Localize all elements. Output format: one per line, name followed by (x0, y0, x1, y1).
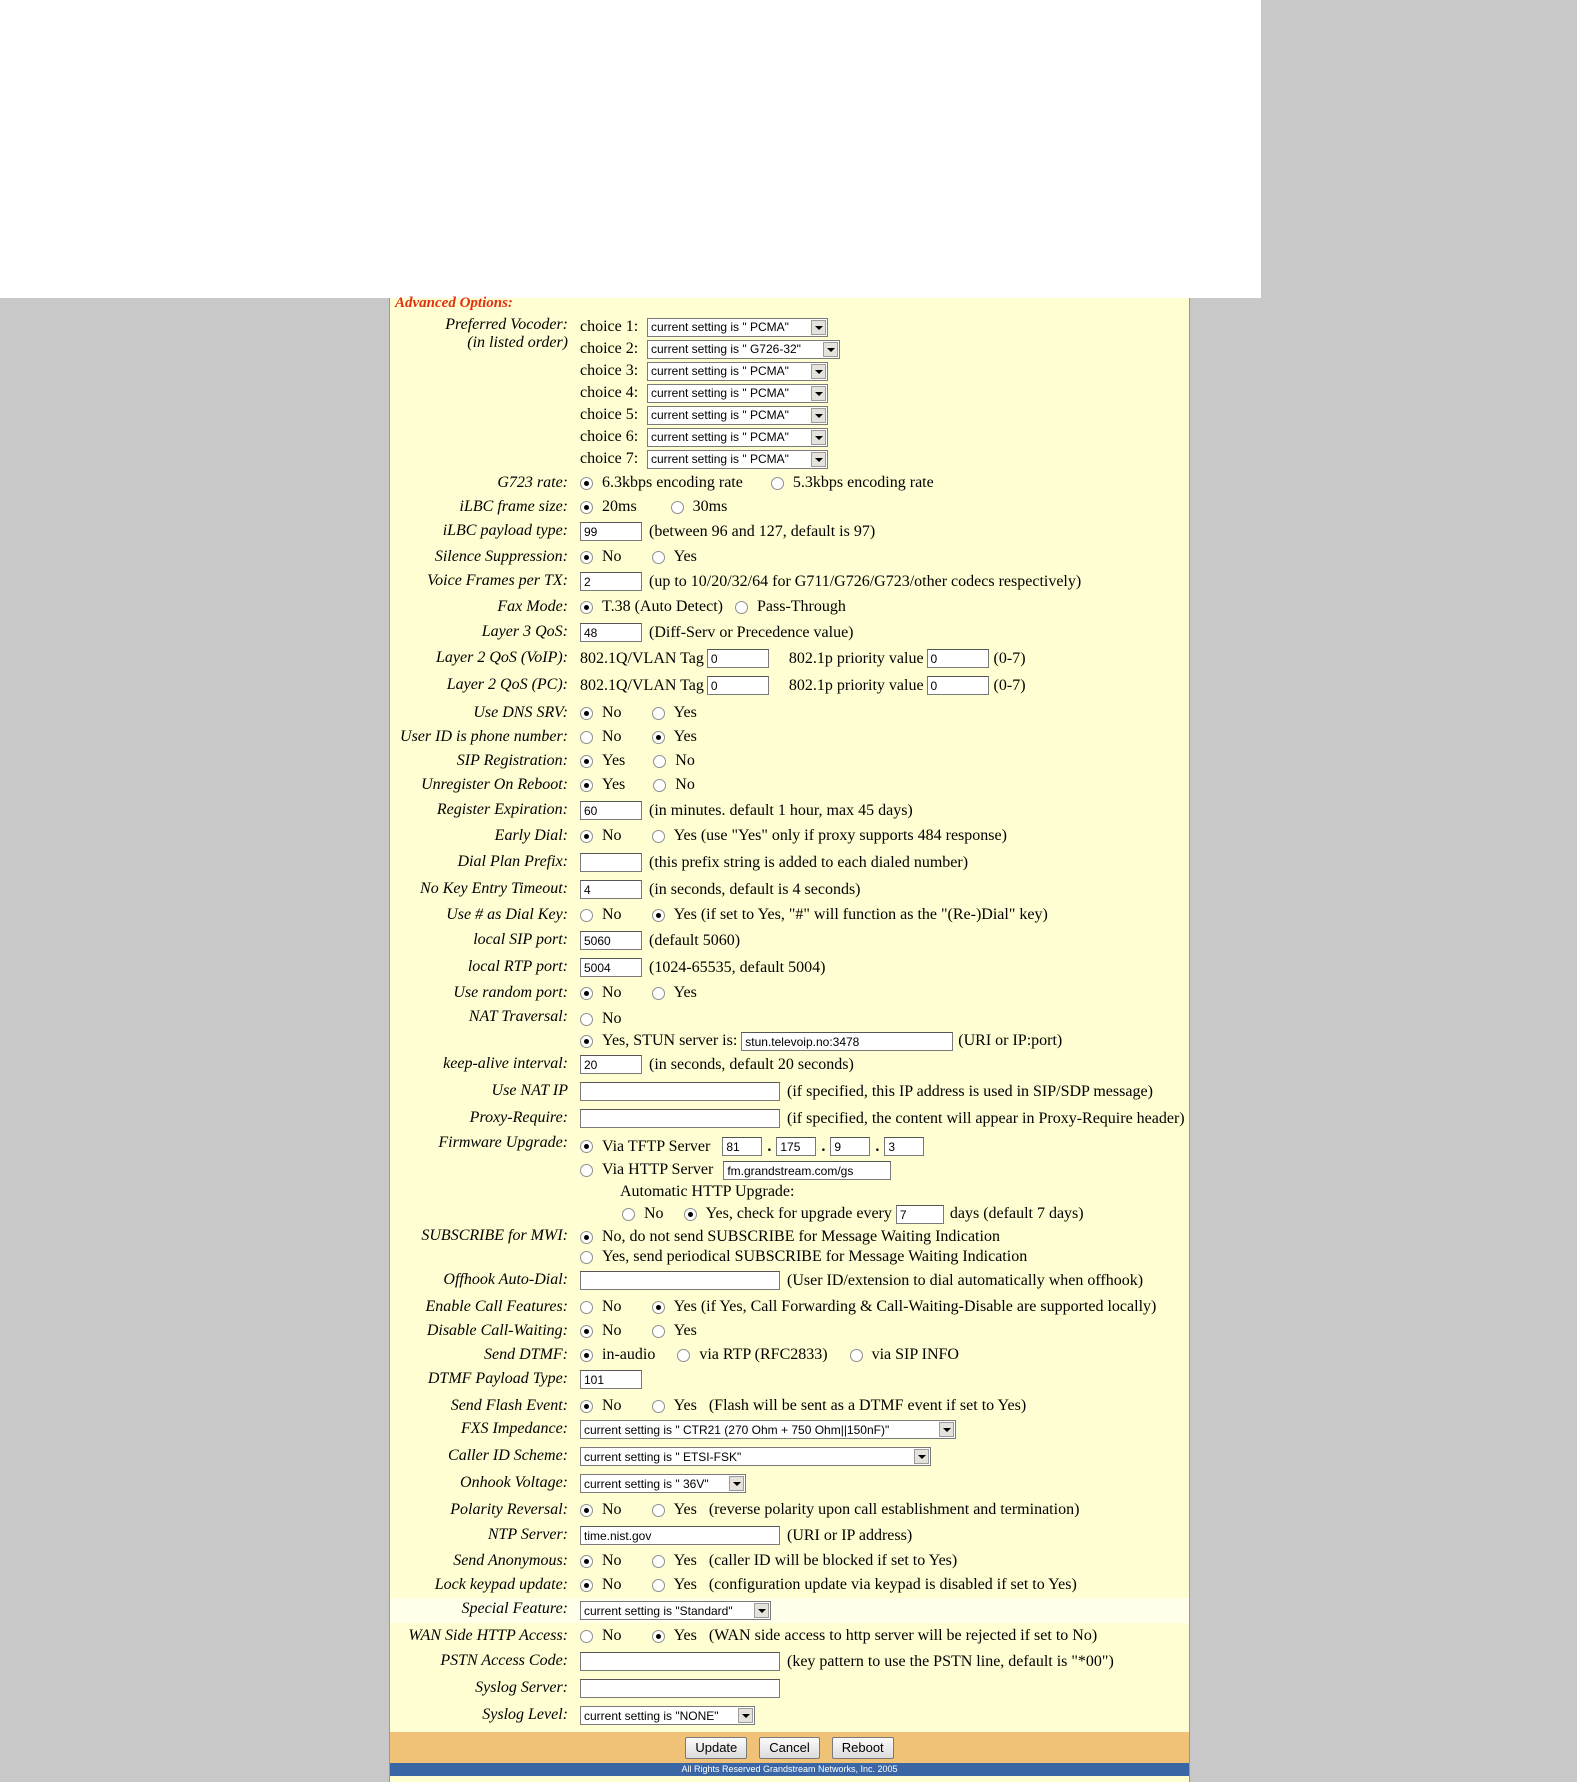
keepalive-label: keep-alive interval: (443, 1055, 568, 1072)
dropdown-arrow-icon (738, 1708, 753, 1723)
radio-icon (652, 1579, 665, 1592)
polarity-label: Polarity Reversal: (450, 1501, 568, 1518)
g723-options (580, 474, 960, 492)
syslog-level-value (580, 1706, 755, 1725)
auto-upgrade-label-line: Automatic HTTP Upgrade: (620, 1183, 795, 1200)
fxs-impedance-select[interactable]: current setting is " CTR21 (270 Ohm + 750 Ohm||150nF)" (580, 1420, 956, 1439)
proxy-require-label: Proxy-Require: (469, 1109, 568, 1126)
section-title: Advanced Options: (395, 295, 513, 311)
send-dtmf-label: Send DTMF: (484, 1346, 568, 1363)
anonymous-yes[interactable]: Yes (652, 1552, 697, 1570)
no-key-timeout-value: 4 (in seconds, default is 4 seconds) (580, 880, 861, 899)
wan-http-yes[interactable]: Yes (652, 1627, 697, 1645)
firmware-tftp-line: Via TFTP Server 81 . 175 . 9 . 3 (580, 1134, 929, 1159)
flash-no[interactable]: No (580, 1397, 622, 1415)
g723-option-63[interactable]: 6.3kbps encoding rate (580, 474, 743, 492)
radio-selected-icon (580, 1325, 593, 1338)
vocoder-select-1[interactable]: current setting is " PCMA" (647, 318, 828, 337)
special-feature-label: Special Feature: (461, 1600, 568, 1617)
radio-icon (580, 1164, 593, 1177)
call-features-no[interactable]: No (580, 1298, 622, 1316)
dropdown-arrow-icon (811, 364, 826, 379)
special-feature-select[interactable]: current setting is "Standard" (580, 1601, 771, 1620)
call-features-options (580, 1298, 1182, 1316)
vocoder-choice-2: choice 2: current setting is " G726-32" (580, 338, 840, 360)
pstn-code-label: PSTN Access Code: (440, 1652, 568, 1669)
unregister-reboot-no[interactable]: No (653, 776, 695, 794)
onhook-voltage-value (580, 1474, 746, 1493)
vocoder-choice-1: choice 1: current setting is " PCMA" (580, 316, 828, 338)
call-waiting-options (580, 1322, 723, 1340)
silence-no[interactable]: No (580, 548, 622, 566)
sip-port-input[interactable]: 5060 (580, 931, 642, 950)
radio-selected-icon (580, 601, 593, 614)
rtp-port-label: local RTP port: (467, 958, 568, 975)
proxy-require-value: (if specified, the content will appear in Proxy-Require header) (580, 1109, 1185, 1128)
wan-http-label: WAN Side HTTP Access: (408, 1627, 568, 1644)
radio-icon (580, 1301, 593, 1314)
radio-icon (580, 1251, 593, 1264)
random-port-label: Use random port: (453, 984, 568, 1001)
radio-selected-icon (580, 707, 593, 720)
call-features-yes[interactable]: Yes (if Yes, Call Forwarding & Call-Waiting-Disable are supported locally) (652, 1298, 1157, 1316)
pstn-code-input[interactable] (580, 1652, 780, 1671)
mwi-options (580, 1227, 1053, 1267)
radio-selected-icon (580, 1140, 593, 1153)
qos3-value: 48 (Diff-Serv or Precedence value) (580, 623, 854, 642)
radio-selected-icon (580, 501, 593, 514)
radio-selected-icon (580, 830, 593, 843)
call-features-label: Enable Call Features: (425, 1298, 568, 1315)
ntp-label: NTP Server: (487, 1526, 568, 1543)
send-anonymous-options: No Yes (caller ID will be blocked if set to Yes) (580, 1552, 957, 1570)
random-port-no[interactable]: No (580, 984, 622, 1002)
send-dtmf-options (580, 1346, 985, 1364)
voice-frames-input[interactable]: 2 (580, 572, 642, 591)
qos2-voip-value: 802.1Q/VLAN Tag 0 802.1p priority value 0 (0-7) (580, 649, 1026, 667)
nat-stun-yes[interactable]: Yes, STUN server is: (580, 1032, 737, 1050)
ilbc-payload-value: 99 (between 96 and 127, default is 97) (580, 522, 875, 541)
ntp-input[interactable]: time.nist.gov (580, 1526, 780, 1545)
unregister-reboot-options (580, 776, 721, 794)
dropdown-arrow-icon (811, 386, 826, 401)
radio-selected-icon (580, 551, 593, 564)
syslog-level-label: Syslog Level: (482, 1706, 568, 1723)
rtp-port-value: 5004 (1024-65535, default 5004) (580, 958, 825, 977)
g723-label: G723 rate: (497, 474, 568, 491)
syslog-server-label: Syslog Server: (475, 1679, 568, 1696)
keepalive-input[interactable]: 20 (580, 1055, 642, 1074)
caller-id-select[interactable]: current setting is " ETSI-FSK" (580, 1447, 931, 1466)
ilbc-payload-input[interactable]: 99 (580, 522, 642, 541)
nat-ip-value: (if specified, this IP address is used in SIP/SDP message) (580, 1082, 1153, 1101)
row-special-feature (390, 1598, 1189, 1623)
call-waiting-no[interactable]: No (580, 1322, 622, 1340)
radio-selected-icon (580, 477, 593, 490)
radio-icon (652, 1504, 665, 1517)
vocoder-choices (580, 316, 840, 470)
qos2-voip-priority-input[interactable]: 0 (927, 649, 989, 668)
qos2-pc-priority-input[interactable]: 0 (927, 676, 989, 695)
mwi-yes[interactable]: Yes, send periodical SUBSCRIBE for Message Waiting Indication (580, 1248, 1027, 1266)
qos2-pc-value: 802.1Q/VLAN Tag 0 802.1p priority value 0 (0-7) (580, 676, 1026, 694)
qos2-voip-label: Layer 2 QoS (VoIP): (436, 649, 568, 666)
flash-event-label: Send Flash Event: (450, 1397, 568, 1414)
radio-icon (652, 1400, 665, 1413)
radio-icon (652, 707, 665, 720)
sip-port-value: 5060 (default 5060) (580, 931, 740, 950)
no-key-timeout-input[interactable]: 4 (580, 880, 642, 899)
qos3-label: Layer 3 QoS: (481, 623, 568, 640)
caller-id-label: Caller ID Scheme: (448, 1447, 568, 1464)
nat-no-line (580, 1008, 648, 1030)
vocoder-choice-7: choice 7: current setting is " PCMA" (580, 448, 828, 470)
dtmf-in-audio[interactable]: in-audio (580, 1346, 655, 1364)
dropdown-arrow-icon (729, 1476, 744, 1491)
voice-frames-label: Voice Frames per TX: (427, 572, 568, 589)
call-waiting-label: Disable Call-Waiting: (426, 1322, 568, 1339)
random-port-options (580, 984, 723, 1002)
radio-selected-icon (580, 1555, 593, 1568)
mwi-yes-line (580, 1247, 1053, 1267)
radio-selected-icon (580, 755, 593, 768)
firmware-options (580, 1134, 1084, 1225)
tftp-ip-octet-2[interactable]: 175 (776, 1137, 816, 1156)
userid-phone-options (580, 728, 723, 746)
onhook-voltage-select[interactable]: current setting is " 36V" (580, 1474, 746, 1493)
radio-icon (652, 830, 665, 843)
onhook-voltage-label: Onhook Voltage: (460, 1474, 568, 1491)
polarity-options: No Yes (reverse polarity upon call establishment and termination) (580, 1501, 1079, 1519)
dropdown-arrow-icon (823, 342, 838, 357)
dns-srv-label: Use DNS SRV: (473, 704, 568, 721)
nat-ip-label: Use NAT IP (491, 1082, 568, 1099)
qos2-pc-label: Layer 2 QoS (PC): (446, 676, 568, 693)
vocoder-choice-3: choice 3: current setting is " PCMA" (580, 360, 828, 382)
hash-dial-options (580, 906, 1074, 924)
offhook-input[interactable] (580, 1271, 780, 1290)
radio-selected-icon (652, 731, 665, 744)
qos2-pc-tag-input[interactable]: 0 (707, 676, 769, 695)
radio-icon (735, 601, 748, 614)
radio-icon (671, 501, 684, 514)
vocoder-label: Preferred Vocoder: (in listed order) (445, 316, 568, 351)
dropdown-arrow-icon (811, 408, 826, 423)
hash-dial-no[interactable]: No (580, 906, 622, 924)
radio-icon (652, 551, 665, 564)
radio-icon (580, 1013, 593, 1026)
dns-srv-yes[interactable]: Yes (652, 704, 697, 722)
lock-keypad-yes[interactable]: Yes (652, 1576, 697, 1594)
radio-icon (580, 731, 593, 744)
radio-icon (653, 755, 666, 768)
auto-upgrade-yes[interactable]: Yes, check for upgrade every (684, 1205, 892, 1223)
unregister-reboot-label: Unregister On Reboot: (421, 776, 568, 793)
auto-upgrade-options: No Yes, check for upgrade every 7 days (default 7 days) (580, 1203, 1084, 1225)
sip-registration-options (580, 752, 721, 770)
polarity-yes[interactable]: Yes (652, 1501, 697, 1519)
early-dial-label: Early Dial: (494, 827, 568, 844)
nat-traversal-label: NAT Traversal: (468, 1008, 568, 1025)
special-feature-value (580, 1601, 771, 1620)
fax-label: Fax Mode: (497, 598, 568, 615)
radio-icon (580, 909, 593, 922)
proxy-require-input[interactable] (580, 1109, 780, 1128)
sip-registration-no[interactable]: No (653, 752, 695, 770)
rtp-port-input[interactable]: 5004 (580, 958, 642, 977)
sip-registration-label: SIP Registration: (456, 752, 568, 769)
dropdown-arrow-icon (939, 1422, 954, 1437)
syslog-server-input[interactable] (580, 1679, 780, 1698)
userid-phone-no[interactable]: No (580, 728, 622, 746)
vocoder-choice-4: choice 4: current setting is " PCMA" (580, 382, 828, 404)
fax-t38[interactable]: T.38 (Auto Detect) (580, 598, 723, 616)
ilbc-frame-label: iLBC frame size: (459, 498, 568, 515)
copyright-footer: All Rights Reserved Grandstream Networks, Inc. 2005 (390, 1763, 1189, 1776)
send-anonymous-label: Send Anonymous: (453, 1552, 568, 1569)
no-key-timeout-label: No Key Entry Timeout: (420, 880, 568, 897)
radio-selected-icon (652, 1301, 665, 1314)
auto-upgrade-no[interactable]: No (622, 1205, 664, 1223)
syslog-level-select[interactable]: current setting is "NONE" (580, 1706, 755, 1725)
lock-keypad-options: No Yes (configuration update via keypad is disabled if set to Yes) (580, 1576, 1077, 1594)
vocoder-choice-5: choice 5: current setting is " PCMA" (580, 404, 828, 426)
random-port-yes[interactable]: Yes (652, 984, 697, 1002)
dns-srv-no[interactable]: No (580, 704, 622, 722)
dial-prefix-value: (this prefix string is added to each dialed number) (580, 853, 968, 872)
register-expiration-input[interactable]: 60 (580, 801, 642, 820)
vocoder-choice-6: choice 6: current setting is " PCMA" (580, 426, 828, 448)
silence-options (580, 548, 723, 566)
sip-port-label: local SIP port: (473, 931, 568, 948)
hash-dial-label: Use # as Dial Key: (446, 906, 568, 923)
button-bar (390, 1732, 1189, 1763)
radio-selected-icon (580, 1349, 593, 1362)
radio-icon (653, 779, 666, 792)
mwi-no-line (580, 1227, 1026, 1247)
tftp-ip-octet-3[interactable]: 9 (830, 1137, 870, 1156)
voice-frames-value: 2 (up to 10/20/32/64 for G711/G726/G723/other codecs respectively) (580, 572, 1081, 591)
radio-icon (677, 1349, 690, 1362)
qos3-input[interactable]: 48 (580, 623, 642, 642)
offhook-value: (User ID/extension to dial automatically when offhook) (580, 1271, 1143, 1290)
radio-icon (652, 1325, 665, 1338)
firmware-http[interactable]: Via HTTP Server (580, 1161, 713, 1179)
ilbc-frame-20ms[interactable]: 20ms (580, 498, 637, 516)
call-waiting-yes[interactable]: Yes (652, 1322, 697, 1340)
userid-phone-yes[interactable]: Yes (652, 728, 697, 746)
radio-selected-icon (580, 987, 593, 1000)
update-button[interactable]: Update (685, 1737, 747, 1759)
early-dial-no[interactable]: No (580, 827, 622, 845)
vocoder-select-5[interactable]: current setting is " PCMA" (647, 406, 828, 425)
dial-prefix-input[interactable] (580, 853, 642, 872)
early-dial-options (580, 827, 1033, 845)
radio-selected-icon (684, 1208, 697, 1221)
fax-pass-through[interactable]: Pass-Through (735, 598, 846, 616)
fxs-impedance-value (580, 1420, 956, 1439)
firmware-tftp[interactable]: Via TFTP Server (580, 1138, 710, 1156)
radio-selected-icon (580, 1035, 593, 1048)
silence-label: Silence Suppression: (434, 548, 568, 565)
wan-http-options: No Yes (WAN side access to http server will be rejected if set to No) (580, 1627, 1097, 1645)
dns-srv-options (580, 704, 723, 722)
upgrade-days-input[interactable]: 7 (896, 1205, 944, 1224)
flash-event-options: No Yes (Flash will be sent as a DTMF event if set to Yes) (580, 1397, 1026, 1415)
fax-options (580, 598, 872, 616)
radio-selected-icon (580, 779, 593, 792)
hash-dial-yes[interactable]: Yes (if set to Yes, "#" will function as the "(Re-)Dial" key) (652, 906, 1048, 924)
blank-area (0, 0, 1261, 298)
firmware-label: Firmware Upgrade: (438, 1134, 568, 1151)
nat-stun-line: Yes, STUN server is: stun.televoip.no:3478 (URI or IP:port) (580, 1030, 1062, 1052)
unregister-reboot-yes[interactable]: Yes (580, 776, 625, 794)
g723-option-53[interactable]: 5.3kbps encoding rate (771, 474, 934, 492)
register-expiration-value: 60 (in minutes. default 1 hour, max 45 days) (580, 801, 913, 820)
dtmf-payload-value (580, 1370, 647, 1389)
offhook-label: Offhook Auto-Dial: (443, 1271, 568, 1288)
lock-keypad-label: Lock keypad update: (434, 1576, 568, 1593)
dropdown-arrow-icon (754, 1603, 769, 1618)
vocoder-select-3[interactable]: current setting is " PCMA" (647, 362, 828, 381)
mwi-no[interactable]: No, do not send SUBSCRIBE for Message Waiting Indication (580, 1228, 1000, 1246)
flash-yes[interactable]: Yes (652, 1397, 697, 1415)
mwi-label: SUBSCRIBE for MWI: (421, 1227, 568, 1244)
radio-selected-icon (580, 1504, 593, 1517)
reboot-button[interactable]: Reboot (832, 1737, 894, 1759)
early-dial-yes[interactable]: Yes (use "Yes" only if proxy supports 484 response) (652, 827, 1007, 845)
anonymous-no[interactable]: No (580, 1552, 622, 1570)
ilbc-frame-30ms[interactable]: 30ms (671, 498, 728, 516)
keepalive-value: 20 (in seconds, default 20 seconds) (580, 1055, 854, 1074)
caller-id-value (580, 1447, 931, 1466)
nat-traversal-options (580, 1008, 1062, 1052)
register-expiration-label: Register Expiration: (436, 801, 568, 818)
nat-ip-input[interactable] (580, 1082, 780, 1101)
vocoder-select-4[interactable]: current setting is " PCMA" (647, 384, 828, 403)
radio-icon (652, 1555, 665, 1568)
dtmf-payload-input[interactable]: 101 (580, 1370, 642, 1389)
vocoder-select-2[interactable]: current setting is " G726-32" (647, 340, 840, 359)
cancel-button[interactable]: Cancel (759, 1737, 819, 1759)
ilbc-payload-label: iLBC payload type: (442, 522, 568, 539)
radio-icon (580, 1630, 593, 1643)
lock-keypad-no[interactable]: No (580, 1576, 622, 1594)
radio-selected-icon (580, 1579, 593, 1592)
silence-yes[interactable]: Yes (652, 548, 697, 566)
dial-prefix-label: Dial Plan Prefix: (457, 853, 568, 870)
firmware-http-line (580, 1159, 896, 1181)
dtmf-payload-label: DTMF Payload Type: (427, 1370, 568, 1387)
dropdown-arrow-icon (811, 452, 826, 467)
radio-selected-icon (580, 1400, 593, 1413)
dropdown-arrow-icon (914, 1449, 929, 1464)
radio-icon (652, 987, 665, 1000)
stun-server-input[interactable]: stun.televoip.no:3478 (741, 1032, 953, 1051)
nat-no[interactable]: No (580, 1010, 622, 1028)
radio-icon (850, 1349, 863, 1362)
wan-http-no[interactable]: No (580, 1627, 622, 1645)
advanced-options-panel (389, 295, 1190, 1782)
ntp-value: time.nist.gov (URI or IP address) (580, 1526, 912, 1545)
polarity-no[interactable]: No (580, 1501, 622, 1519)
radio-icon (622, 1208, 635, 1221)
radio-icon (771, 477, 784, 490)
dtmf-sip-info[interactable]: via SIP INFO (850, 1346, 959, 1364)
vocoder-select-6[interactable]: current setting is " PCMA" (647, 428, 828, 447)
fxs-impedance-label: FXS Impedance: (460, 1420, 568, 1437)
ilbc-frame-options (580, 498, 753, 516)
radio-selected-icon (652, 909, 665, 922)
qos2-voip-tag-input[interactable]: 0 (707, 649, 769, 668)
sip-registration-yes[interactable]: Yes (580, 752, 625, 770)
pstn-code-value: (key pattern to use the PSTN line, default is "*00") (580, 1652, 1114, 1671)
vocoder-select-7[interactable]: current setting is " PCMA" (647, 450, 828, 469)
userid-phone-label: User ID is phone number: (400, 728, 568, 745)
dtmf-rtp[interactable]: via RTP (RFC2833) (677, 1346, 827, 1364)
radio-selected-icon (580, 1231, 593, 1244)
http-server-input[interactable]: fm.grandstream.com/gs (723, 1161, 891, 1180)
syslog-server-value (580, 1679, 785, 1698)
radio-selected-icon (652, 1630, 665, 1643)
dropdown-arrow-icon (811, 320, 826, 335)
tftp-ip-octet-4[interactable]: 3 (884, 1137, 924, 1156)
tftp-ip-octet-1[interactable]: 81 (722, 1137, 762, 1156)
dropdown-arrow-icon (811, 430, 826, 445)
